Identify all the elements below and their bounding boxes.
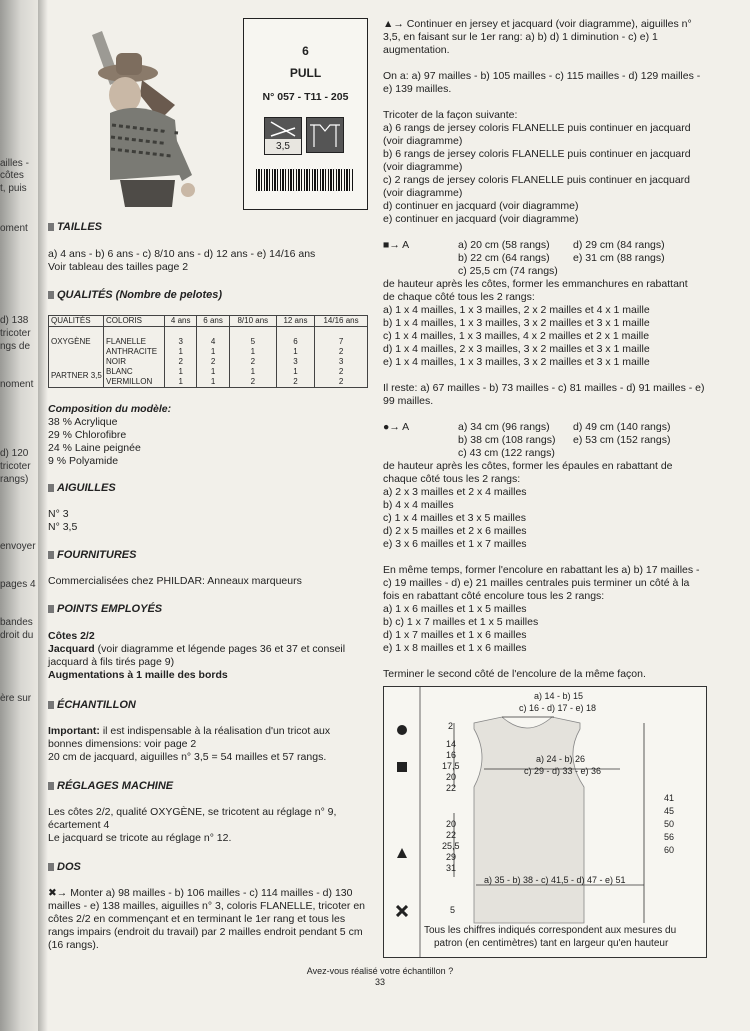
pattern-id-card [243,18,368,210]
schema-shoulder-drop: 2 [448,721,454,731]
instr-line: Tricoter de la façon suivante: [383,109,518,121]
aiguille-item: N° 3,5 [48,521,78,533]
instr-line: e) 3 x 6 mailles et 1 x 7 mailles [383,538,527,550]
echantillon-important: Important: il est indispensable à la réalisation d'un tricot aux [48,725,331,737]
shoulder-height-b: b) 38 cm (108 rangs) [458,434,556,446]
table-cell-values: 3 1 2 1 1 [165,327,197,388]
cross-marker-icon [396,905,408,917]
instr-line: e) 139 mailles. [383,83,452,95]
bleed-text: bandes [0,617,33,628]
schema-total-height: 60 [664,845,675,855]
shoulder-marker: ●→ A [383,421,410,433]
barcode [256,169,354,191]
schema-height: 14 [446,739,457,749]
shoulder-height-e: e) 53 cm (152 rangs) [573,434,671,446]
bleed-text: ère sur [0,693,32,704]
section-heading-echantillon: ÉCHANTILLON [48,699,136,711]
instr-line: e) 1 x 8 mailles et 1 x 6 mailles [383,642,527,654]
page-binding [0,0,38,1031]
section-heading-reglages: RÉGLAGES MACHINE [48,780,173,792]
armhole-height-a: a) 20 cm (58 rangs) [458,239,550,251]
page-number: 33 [374,977,385,987]
section-heading-tailles: TAILLES [48,221,102,233]
armhole-height-d: d) 29 cm (84 rangs) [573,239,665,251]
shoulder-height-d: d) 49 cm (140 rangs) [573,421,671,433]
schema-height: 22 [446,830,457,840]
table-cell-values: 7 2 3 2 2 [315,327,368,388]
bleed-text: d) 120 [0,448,29,459]
model-photo [80,25,205,210]
bleed-text: envoyer [0,541,36,552]
points-augmentations: Augmentations à 1 maille des bords [48,669,228,681]
schema-height: 17,5 [442,761,460,771]
instr-line: d) 1 x 4 mailles, 2 x 3 mailles, 3 x 2 mailles et 3 x 1 maille [383,343,650,355]
instr-line: 99 mailles. [383,395,434,407]
schema-shoulder-width-2: c) 16 - d) 17 - e) 18 [519,703,597,713]
table-header: 4 ans [165,316,197,327]
armhole-height-c: c) 25,5 cm (74 rangs) [458,265,558,277]
instr-line: Terminer le second côté de l'encolure de la même façon. [383,668,646,680]
dos-line: (16 rangs). [48,939,99,951]
instr-line: On a: a) 97 mailles - b) 105 mailles - c) 115 mailles - d) 129 mailles - [383,70,701,82]
table-cell-values: 5 1 2 1 2 [229,327,276,388]
schema-height: 20 [446,772,457,782]
bleed-text: oment [0,223,28,234]
instr-line: augmentation. [383,44,450,56]
bleed-text: tricoter [0,328,31,339]
instr-line: b) 1 x 4 mailles, 1 x 3 mailles, 3 x 2 mailles et 3 x 1 maille [383,317,650,329]
instr-line: 3,5, en faisant sur le 1er rang: a) b) d) 1 diminution - c) e) 1 [383,31,658,43]
square-marker-icon [396,761,408,773]
section-heading-qualites: QUALITÉS (Nombre de pelotes) [48,289,222,301]
table-header: 6 ans [197,316,229,327]
instr-line: a) 1 x 4 mailles, 1 x 3 mailles, 2 x 2 mailles et 4 x 1 maille [383,304,650,316]
composition-item: 38 % Acrylique [48,416,118,428]
points-cotes: Côtes 2/2 [48,630,95,642]
instr-line: ▲→ Continuer en jersey et jacquard (voir diagramme), aiguilles n° [383,18,692,30]
schema-shoulder-width-1: a) 14 - b) 15 [534,691,584,701]
instr-line: d) 2 x 5 mailles et 2 x 6 mailles [383,525,527,537]
instr-line: de hauteur après les côtes, former les épaules en rabattant de [383,460,673,472]
instr-line: b) 6 rangs de jersey coloris FLANELLE puis continuer en jacquard [383,148,691,160]
needle-size-label: 3,5 [265,139,301,154]
dos-line: ✖→ Monter a) 98 mailles - b) 106 mailles - c) 114 mailles - d) 130 [48,887,353,899]
schema-total-height: 41 [664,793,675,803]
garment-shape-icon [306,117,344,153]
pattern-title: PULL [289,66,322,80]
schema-height: 22 [446,783,457,793]
instr-line: c) 19 mailles - d) e) 21 mailles centrales puis terminer un côté à la [383,577,690,589]
schema-height: 31 [446,863,457,873]
tailles-line: a) 4 ans - b) 6 ans - c) 8/10 ans - d) 12 ans - e) 14/16 ans [48,248,316,260]
bullet-square-icon [48,863,54,871]
instr-line: e) 1 x 4 mailles, 1 x 3 mailles, 3 x 2 mailles et 3 x 1 maille [383,356,650,368]
armhole-marker: ■→ A [383,239,410,251]
bleed-text: ngs de [0,341,31,352]
table-header: 8/10 ans [229,316,276,327]
schema-chest-width-1: a) 24 - b) 26 [536,754,586,764]
bleed-text: rangs) [0,474,29,485]
footer-question: Avez-vous réalisé votre échantillon ? [306,966,454,976]
instr-line: a) 2 x 3 mailles et 2 x 4 mailles [383,486,527,498]
reglages-line: Le jacquard se tricote au réglage n° 12. [48,832,232,844]
instr-line: d) 1 x 7 mailles et 1 x 6 mailles [383,629,527,641]
composition-item: 29 % Chlorofibre [48,429,127,441]
instr-line: (voir diagramme) [383,135,463,147]
section-heading-fournitures: FOURNITURES [48,549,136,561]
armhole-height-e: e) 31 cm (88 rangs) [573,252,665,264]
bullet-square-icon [48,551,54,559]
dos-line: mailles - e) 138 mailles, aiguilles n° 3, coloris FLANELLE, tricoter en [48,900,365,912]
section-heading-aiguilles: AIGUILLES [48,482,116,494]
measurement-schema [383,686,707,958]
bleed-text: noment [0,379,34,390]
bleed-text: tricoter [0,461,31,472]
instr-line: c) 2 rangs de jersey coloris FLANELLE puis continuer en jacquard [383,174,690,186]
bleed-text: d) 138 [0,315,29,326]
schema-height: 29 [446,852,457,862]
table-header: COLORIS [104,316,165,327]
schema-height: 25,5 [442,841,460,851]
instr-line: Il reste: a) 67 mailles - b) 73 mailles - c) 81 mailles - d) 91 mailles - e) [383,382,705,394]
instr-line: b) c) 1 x 7 mailles et 1 x 5 mailles [383,616,539,628]
schema-total-height: 56 [664,832,675,842]
table-row [49,327,368,388]
table-cell-coloris: FLANELLE ANTHRACITE NOIR BLANC VERMILLON [104,327,165,388]
shoulder-height-c: c) 43 cm (122 rangs) [458,447,555,459]
instr-line: chaque côté tous les 2 rangs: [383,473,521,485]
bleed-text: pages 4 [0,579,36,590]
composition-item: 24 % Laine peignée [48,442,141,454]
instr-line: e) continuer en jacquard (voir diagramme) [383,213,579,225]
section-heading-dos: DOS [48,861,81,873]
bullet-square-icon [48,782,54,790]
bleed-text: ailles - [0,158,29,169]
triangle-marker-icon [396,847,408,859]
schema-caption: patron (en centimètres) tant en largeur qu'en hauteur [434,938,669,949]
pattern-number: 6 [302,44,309,58]
instr-line: d) continuer en jacquard (voir diagramme) [383,200,579,212]
schema-height: 16 [446,750,457,760]
table-header: QUALITÉS [49,316,104,327]
composition-item: 9 % Polyamide [48,455,119,467]
shoulder-height-a: a) 34 cm (96 rangs) [458,421,550,433]
instr-line: (voir diagramme) [383,161,463,173]
schema-height: 20 [446,819,457,829]
bullet-square-icon [48,291,54,299]
instr-line: de chaque côté tous les 2 rangs: [383,291,535,303]
schema-rib-height: 5 [450,905,456,915]
armhole-height-b: b) 22 cm (64 rangs) [458,252,550,264]
bullet-square-icon [48,605,54,613]
table-header: 12 ans [276,316,314,327]
tailles-note: Voir tableau des tailles page 2 [48,261,189,273]
fournitures-text: Commercialisées chez PHILDAR: Anneaux marqueurs [48,575,302,587]
dos-line: rangs impairs (endroit du travail) par 2 mailles endroit pendant 5 cm [48,926,363,938]
instr-line: a) 6 rangs de jersey coloris FLANELLE puis continuer en jacquard [383,122,691,134]
bullet-square-icon [48,484,54,492]
section-heading-points: POINTS EMPLOYÉS [48,603,162,615]
schema-total-height: 50 [664,819,675,829]
bleed-text: droit du [0,630,34,641]
schema-chest-width-2: c) 29 - d) 33 - e) 36 [524,766,602,776]
schema-drawing [384,687,706,957]
instr-line: c) 1 x 4 mailles, 1 x 3 mailles, 4 x 2 mailles et 2 x 1 maille [383,330,650,342]
reglages-line: Les côtes 2/2, qualité OXYGÈNE, se tricotent au réglage n° 9, [48,806,337,818]
pattern-reference: N° 057 - T11 - 205 [262,91,349,103]
instr-line: b) 4 x 4 mailles [383,499,454,511]
bleed-text: t, puis [0,183,27,194]
points-jacquard: Jacquard (voir diagramme et légende pages 36 et 37 et conseil [48,643,346,655]
composition-title: Composition du modèle: [48,403,172,415]
needles-icon [265,118,301,140]
echantillon-line: bonnes dimensions: voir page 2 [48,738,197,750]
reglages-line: écartement 4 [48,819,110,831]
instr-line: (voir diagramme) [383,187,463,199]
schema-total-height: 45 [664,806,675,816]
bullet-square-icon [48,223,54,231]
instr-line: fois en rabattant côté encolure tous les 2 rangs: [383,590,605,602]
instr-line: a) 1 x 6 mailles et 1 x 5 mailles [383,603,527,615]
circle-marker-icon [396,724,408,736]
instr-line: de hauteur après les côtes, former les emmanchures en rabattant [383,278,688,290]
table-header: 14/16 ans [315,316,368,327]
qualites-table [48,315,368,388]
binding-shadow [38,0,48,1031]
bleed-text: côtes [0,170,24,181]
aiguille-item: N° 3 [48,508,69,520]
table-header-row [49,316,368,327]
points-jacquard-cont: jacquard à fils tirés page 9) [48,656,175,668]
schema-bottom-width: a) 35 - b) 38 - c) 41,5 - d) 47 - e) 51 [484,875,626,885]
instr-line: En même temps, former l'encolure en rabattant les a) b) 17 mailles - [383,564,700,576]
table-cell-values: 6 1 3 1 2 [276,327,314,388]
table-cell-values: 4 1 2 1 1 [197,327,229,388]
needle-size-badge [264,117,302,155]
schema-caption: Tous les chiffres indiqués correspondent aux mesures du [424,925,677,936]
bullet-square-icon [48,701,54,709]
echantillon-line: 20 cm de jacquard, aiguilles n° 3,5 = 54 mailles et 57 rangs. [48,751,327,763]
instr-line: c) 1 x 4 mailles et 3 x 5 mailles [383,512,526,524]
dos-line: côtes 2/2 en commençant et en terminant le 1er rang et tous les [48,913,346,925]
table-cell-qualite: OXYGÈNE PARTNER 3,5 [49,327,104,388]
